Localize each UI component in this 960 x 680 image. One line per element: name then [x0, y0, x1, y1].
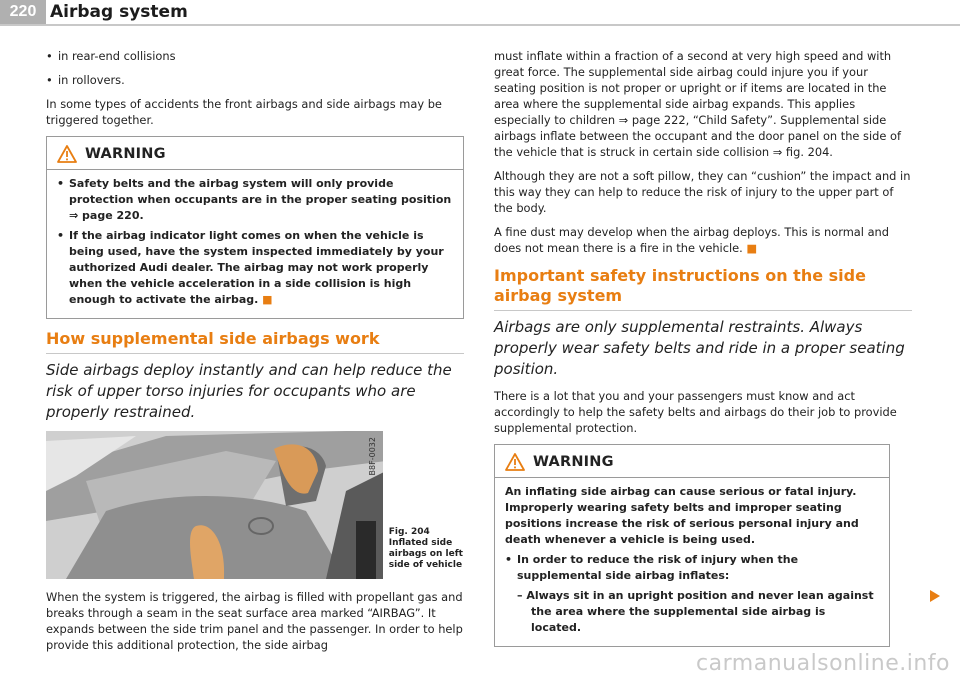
page-number: 220: [0, 0, 46, 24]
warning-item: • In order to reduce the risk of injury when the supplemental side airbag inflates:: [505, 552, 879, 584]
figure-caption: Fig. 204 Inflated side airbags on left side of vehicle: [388, 527, 463, 570]
lead-text: Airbags are only supplemental restraints. Always properly wear safety belts and ride in a proper seating position.: [494, 318, 905, 378]
warning-body: [47, 170, 463, 318]
lead-text: Side airbags deploy instantly and can help reduce the risk of upper torso injuries for occupants who are properly restrained.: [46, 361, 452, 421]
left-column: [46, 48, 464, 661]
warning-title: WARNING: [85, 146, 166, 162]
warning-subitem: – Always sit in an upright position and never lean against the area where the supplemental side airbag is located.: [517, 589, 874, 634]
section-heading: How supplemental side airbags work: [46, 329, 464, 354]
warning-box: [46, 136, 464, 319]
warning-item: • Safety belts and the airbag system will only provide protection when occupants are in the proper seating position ⇒ page 220.: [57, 176, 453, 224]
paragraph: In some types of accidents the front airbags and side airbags may be triggered together.: [46, 97, 442, 127]
continue-arrow-icon: [930, 590, 940, 602]
page-title: Airbag system: [50, 2, 188, 22]
page-header: [0, 0, 960, 26]
warning-intro: An inflating side airbag can cause serious or fatal injury. Improperly wearing safety belts and improper seating positions increase the risk of serious personal injury and death whenever a vehicle is being used.: [505, 485, 859, 546]
bullet-rear-end: • in rear-end collisions: [46, 48, 464, 64]
paragraph: must inflate within a fraction of a second at very high speed and with great force. The supplemental side airbag could injure you if your seating position is not proper or upright or if items are located in the area where the supplemental side airbag expands. This applies especially to children ⇒ page 222, “Child Safety”. Supplemental side airbags inflate between the occupant and the door panel on the side of the vehicle that is struck in certain side collision ⇒ fig. 204.: [494, 49, 901, 159]
warning-triangle-icon: [505, 453, 525, 471]
car-interior-illustration: [46, 431, 383, 579]
warning-triangle-icon: [57, 145, 77, 163]
right-column: [494, 48, 912, 655]
end-mark: ■: [746, 241, 758, 255]
paragraph: A fine dust may develop when the airbag deploys. This is normal and does not mean there is a fire in the vehicle. ■: [494, 225, 890, 255]
warning-box: [494, 444, 890, 647]
watermark: carmanualsonline.info: [696, 651, 950, 676]
section-heading: Important safety instructions on the side airbag system: [494, 266, 912, 311]
warning-title: WARNING: [533, 454, 614, 470]
paragraph: There is a lot that you and your passengers must know and act accordingly to help the safety belts and airbags do their job to provide supplemental protection.: [494, 389, 897, 435]
warning-item: • If the airbag indicator light comes on when the vehicle is being used, have the system inspected immediately by your authorized Audi dealer. The airbag may not work properly when the vehicle acceleration in a side collision is high enough to activate the airbag. ■: [57, 228, 453, 308]
bullet-rollovers: • in rollovers.: [46, 72, 464, 88]
figure-code: B8F-0032: [367, 437, 377, 476]
warning-body: [495, 478, 889, 646]
warning-header: [495, 445, 889, 478]
paragraph: When the system is triggered, the airbag is filled with propellant gas and breaks through a seam in the seat surface area marked “AIRBAG”. It expands between the side trim panel and the passenger. In order to help provide this additional protection, the side airbag: [46, 590, 463, 652]
end-mark: ■: [262, 293, 273, 306]
figure-image: [46, 431, 383, 579]
warning-header: [47, 137, 463, 170]
paragraph: Although they are not a soft pillow, they can “cushion” the impact and in this way they can help to reduce the risk of injury to the upper part of the body.: [494, 169, 911, 215]
figure: [46, 431, 464, 579]
header-rule: [0, 24, 960, 26]
